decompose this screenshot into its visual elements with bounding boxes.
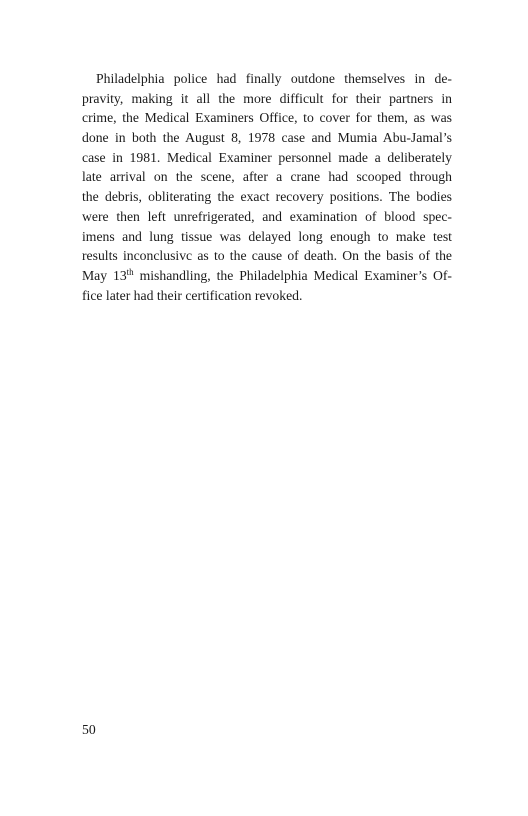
paragraph-line-final: fice later had their certification revoked. [82, 287, 303, 303]
paragraph-line: done in both the August 8, 1978 case and Mumia Abu-Jamal’s [82, 130, 452, 146]
body-paragraph [82, 69, 452, 305]
paragraph-line: crime, the Medical Examiners Office, to cover for them, as was [82, 110, 452, 126]
line-continuation: mishandling, the Philadelphia Medical Examiner’s Of- [133, 267, 452, 283]
paragraph-line: Philadelphia police had finally outdone themselves in de- [96, 71, 452, 86]
paragraph-line: imens and lung tissue was delayed long enough to make test [82, 228, 452, 244]
paragraph-line: results inconclusivc as to the cause of death. On the basis of the [82, 248, 452, 264]
paragraph-line: pravity, making it all the more difficult for their partners in [82, 90, 452, 106]
ordinal-superscript: th [126, 266, 134, 277]
paragraph-line: the debris, obliterating the exact recovery positions. The bodies [82, 189, 452, 205]
paragraph-line [82, 266, 452, 286]
date-text: May 13 [82, 267, 127, 283]
page-number: 50 [82, 722, 96, 737]
paragraph-line: case in 1981. Medical Examiner personnel made a deliberately [82, 149, 452, 165]
paragraph-line: were then left unrefrigerated, and examination of blood spec- [82, 208, 452, 224]
paragraph-line: late arrival on the scene, after a crane had scooped through [82, 169, 452, 185]
